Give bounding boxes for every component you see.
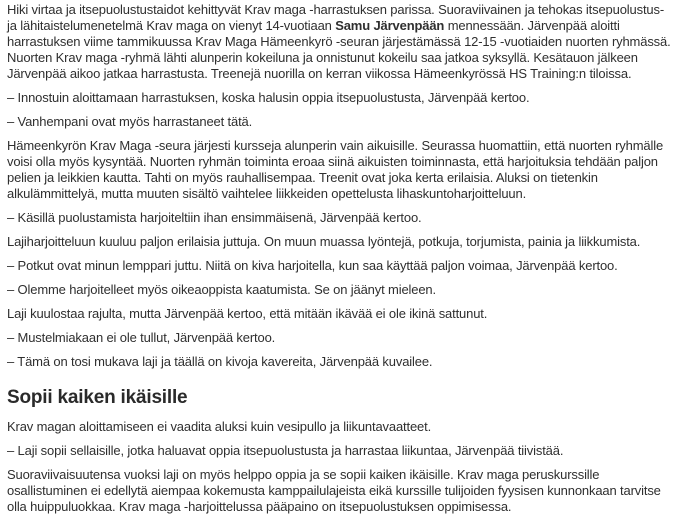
intro-text-after: mennessään. Järvenpää aloitti harrastuksen viime tammikuussa Krav Maga Hämeenkyrö -seuran järjestämässä 12-15 -vuotiaiden nuorten ryhmässä. Nuorten Krav maga -ryhmä lähti alunperin kokeiluna ja onnistunut kokeilu saa jatkoa syksyllä. Kesätauon jälkeen Järvenpää aikoo jatkaa harrastusta. Treenejä nuorilla on kerran viikossa Hämeenkyrössä HS Training:n tiloissa. — [7, 18, 671, 81]
body-paragraph: Krav magan aloittamiseen ei vaadita aluksi kuin vesipullo ja liikuntavaatteet. — [7, 419, 432, 434]
intro-text-before: Hiki virtaa ja itsepuolustustaidot kehittyvät Krav maga -harrastuksen parissa. Suoraviivainen ja tehokas itsepuolustus- ja lähitaistelumenetelmä Krav maga on vienyt 14-vuotiaan — [7, 2, 665, 33]
body-paragraph: Suoraviivaisuutensa vuoksi laji on myös helppo oppia ja se sopii kaiken ikäisille. Krav maga peruskurssille osallistuminen ei edellytä aiempaa kokemusta kamppailulajeista eikä kurssille tulijoiden fyysisen kunnonkaan tarvitse olla huippuluokkaa. Krav maga -harjoittelussa pääpaino on itsepuolustuksen oppimisessa. — [7, 467, 661, 514]
quote-paragraph: – Innostuin aloittamaan harrastuksen, koska halusin oppia itsepuolustusta, Järvenpää kertoo. — [7, 90, 530, 105]
quote-paragraph: – Tämä on tosi mukava laji ja täällä on kivoja kavereita, Järvenpää kuvailee. — [7, 354, 433, 369]
quote-paragraph: – Mustelmiakaan ei ole tullut, Järvenpää kertoo. — [7, 330, 276, 345]
quote-paragraph: – Käsillä puolustamista harjoiteltiin ihan ensimmäisenä, Järvenpää kertoo. — [7, 210, 422, 225]
section-heading: Sopii kaiken ikäisille — [7, 387, 188, 408]
body-paragraph: Laji kuulostaa rajulta, mutta Järvenpää kertoo, että mitään ikävää ei ole ikinä sattunut. — [7, 306, 488, 321]
body-paragraph: Hämeenkyrön Krav Maga -seura järjesti kursseja alunperin vain aikuisille. Seurassa huomattiin, että nuorten ryhmälle voisi olla myös kysyntää. Nuorten ryhmän toiminta eroaa siinä aikuisten toiminnasta, että harjoituksia tehdään paljon pelien ja leikkien kautta. Tahti on myös rauhallisempaa. Treenit ovat joka kerta erilaisia. Aluksi on tietenkin alkulämmittelyä, mutta muuten sisältö vaihtelee liikkeiden opettelusta lihaskuntoharjoitteluun. — [7, 138, 664, 201]
quote-paragraph: – Laji sopii sellaisille, jotka haluavat oppia itsepuolustusta ja harrastaa liikuntaa, Järvenpää tiivistää. — [7, 443, 564, 458]
body-paragraph: Lajiharjoitteluun kuuluu paljon erilaisia juttuja. On muun muassa lyöntejä, potkuja, torjumista, painia ja liikkumista. — [7, 234, 641, 249]
quote-paragraph: – Olemme harjoitelleet myös oikeaoppista kaatumista. Se on jäänyt mieleen. — [7, 282, 436, 297]
quote-paragraph: – Vanhempani ovat myös harrastaneet tätä. — [7, 114, 253, 129]
intro-paragraph — [7, 2, 673, 82]
person-name-bold: Samu Järvenpään — [335, 18, 445, 33]
quote-paragraph: – Potkut ovat minun lemppari juttu. Niitä on kiva harjoitella, kun saa käyttää paljon voimaa, Järvenpää kertoo. — [7, 258, 618, 273]
